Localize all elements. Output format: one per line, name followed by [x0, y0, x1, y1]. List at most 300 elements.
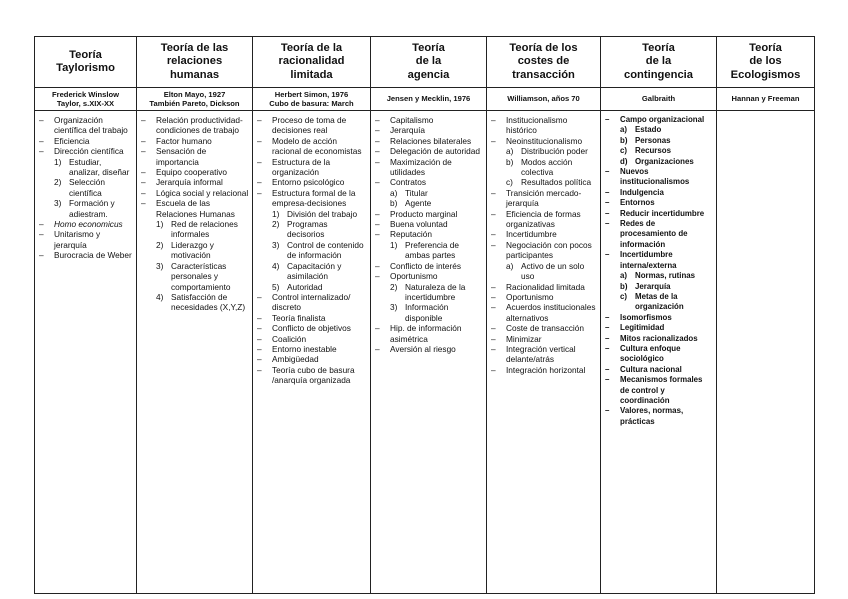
list-marker: 2)	[54, 177, 62, 188]
list-marker: –	[257, 364, 262, 375]
item-text: Autoridad	[287, 281, 323, 292]
item-text: Entornos	[620, 198, 655, 208]
sub-list-item	[35, 177, 136, 198]
item-text: Maximización de utilidades	[390, 156, 452, 178]
list-item	[137, 198, 252, 219]
item-text: Mecanismos formales de control y coordinación	[620, 375, 703, 405]
list-marker: –	[491, 115, 496, 125]
list-marker: 1)	[54, 156, 62, 167]
header-row	[35, 37, 815, 88]
author-text: Galbraith	[641, 94, 676, 104]
item-text: Relación productividad-condiciones de trabajo	[156, 115, 243, 136]
author-row	[35, 88, 815, 111]
list-item	[253, 177, 370, 187]
item-text: Conflicto de interés	[390, 260, 462, 271]
item-text: Resultados política	[521, 177, 592, 188]
sub-list-item	[253, 209, 370, 219]
column-items	[601, 111, 717, 594]
item-text: Formación y adiestram.	[69, 198, 115, 219]
content-row	[35, 111, 815, 594]
column-author	[601, 88, 717, 111]
list-marker: –	[257, 156, 262, 167]
column-title	[35, 37, 137, 88]
list-item	[601, 375, 716, 406]
author-text: Herbert Simon, 1976 Cubo de basura: March	[269, 89, 354, 108]
item-text: Buena voluntad	[390, 219, 448, 230]
item-text: Capitalismo	[390, 115, 434, 125]
list-item	[371, 209, 486, 219]
item-text: Conflicto de objetivos	[272, 323, 351, 334]
item-text: Homo economicus	[54, 219, 123, 230]
list-marker: –	[605, 364, 610, 374]
sub-list-item	[601, 271, 716, 281]
sub-list-item	[137, 292, 252, 313]
sub-list-item	[601, 136, 716, 146]
list-item	[253, 115, 370, 136]
item-text: Legitimidad	[620, 323, 665, 333]
sub-list-item	[487, 261, 600, 282]
author-text: Jensen y Mecklin, 1976	[386, 94, 471, 104]
list-marker: –	[141, 135, 146, 146]
item-text: División del trabajo	[287, 208, 358, 219]
item-text: Normas, rutinas	[635, 271, 696, 281]
item-text: Selección científica	[69, 177, 105, 198]
list-marker: c)	[620, 291, 628, 301]
list-marker: –	[257, 354, 262, 365]
list-item	[371, 136, 486, 146]
item-text: Reputación	[390, 229, 432, 240]
item-text: Producto marginal	[390, 208, 458, 219]
item-text: Titular	[405, 187, 428, 198]
item-text: Equipo cooperativo	[156, 167, 228, 178]
list-item	[137, 115, 252, 136]
list-item	[371, 177, 486, 187]
list-marker: –	[39, 115, 44, 125]
list-item	[487, 240, 600, 261]
list-marker: 5)	[272, 281, 280, 292]
column-items	[253, 111, 371, 594]
list-marker: –	[375, 135, 380, 146]
list-item	[253, 188, 370, 209]
sub-list-item	[253, 219, 370, 240]
column-author	[253, 88, 371, 111]
item-text: Metas de la organización	[635, 291, 684, 312]
list-marker: –	[605, 219, 610, 229]
list-item	[137, 167, 252, 177]
list-item	[601, 365, 716, 375]
item-text: Unitarismo y jerarquía	[54, 229, 101, 250]
list-marker: –	[605, 406, 610, 416]
list-marker: c)	[506, 177, 513, 188]
list-marker: 3)	[156, 260, 164, 271]
list-item	[601, 167, 716, 188]
sub-list-item	[601, 146, 716, 156]
list-marker: –	[39, 135, 44, 146]
title-text: Teoría de la agencia	[407, 41, 450, 81]
item-text: Preferencia de ambas partes	[405, 239, 459, 261]
list-marker: –	[39, 229, 44, 240]
list-marker: –	[605, 187, 610, 197]
list-marker: –	[141, 146, 146, 157]
list-item	[253, 313, 370, 323]
list-marker: –	[375, 271, 380, 282]
column-author	[717, 88, 815, 111]
list-item	[601, 334, 716, 344]
item-text: Acuerdos institucionales alternativos	[506, 302, 596, 323]
item-text: Incertidumbre interna/externa	[620, 250, 677, 270]
list-item	[371, 344, 486, 354]
list-marker: a)	[620, 271, 628, 281]
item-text: Mitos racionalizados	[620, 333, 698, 343]
item-text: Institucionalismo histórico	[506, 115, 568, 136]
title-text: Teoría de la racionalidad limitada	[278, 41, 345, 81]
list-marker: –	[39, 250, 44, 261]
sub-list-item	[487, 177, 600, 187]
list-marker: –	[375, 177, 380, 188]
list-marker: –	[491, 343, 496, 354]
list-marker: –	[605, 208, 610, 218]
list-marker: –	[491, 208, 496, 219]
list-item	[253, 323, 370, 333]
item-text: Ambigüedad	[272, 354, 319, 365]
list-marker: –	[605, 333, 610, 343]
item-text: Activo de un solo uso	[521, 260, 585, 282]
list-item	[137, 177, 252, 187]
item-text: Red de relaciones informales	[171, 219, 238, 240]
title-text: Teoría de los Ecologismos	[730, 41, 801, 81]
list-item	[487, 365, 600, 375]
list-marker: –	[375, 156, 380, 167]
item-text: Coste de transacción	[506, 323, 584, 334]
list-item	[35, 146, 136, 156]
list-marker: –	[257, 291, 262, 302]
item-text: Jerarquía informal	[156, 177, 223, 188]
list-marker: 1)	[390, 239, 398, 250]
list-marker: –	[257, 135, 262, 146]
column-title	[601, 37, 717, 88]
item-text: Capacitación y asimilación	[287, 260, 342, 282]
list-marker: –	[605, 343, 610, 353]
item-text: Control de contenido de información	[287, 239, 364, 261]
list-marker: –	[491, 229, 496, 240]
item-text: Delegación de autoridad	[390, 146, 480, 157]
item-text: Agente	[405, 198, 432, 209]
item-text: Redes de procesamiento de información	[620, 219, 688, 249]
sub-list-item	[253, 240, 370, 261]
list-marker: b)	[620, 135, 628, 145]
list-marker: –	[605, 312, 610, 322]
item-text: Modelo de acción racional de economistas	[272, 135, 362, 157]
item-text: Cultura nacional	[620, 364, 682, 374]
list-item	[253, 354, 370, 364]
item-text: Distribución poder	[521, 146, 588, 157]
list-marker: 3)	[272, 239, 280, 250]
list-item	[601, 115, 716, 125]
item-text: Teoría finalista	[272, 312, 326, 323]
list-marker: –	[257, 187, 262, 198]
list-item	[601, 219, 716, 250]
sub-list-item	[35, 157, 136, 178]
item-text: Aversión al riesgo	[390, 343, 456, 354]
list-item	[487, 115, 600, 136]
item-text: Campo organizacional	[620, 115, 705, 124]
list-item	[253, 344, 370, 354]
item-text: Hip. de información asimétrica	[390, 323, 462, 344]
list-marker: –	[605, 198, 610, 208]
list-marker: –	[605, 250, 610, 260]
item-text: Estructura formal de la empresa-decisiones	[272, 187, 356, 209]
list-item	[601, 344, 716, 365]
sub-list-item	[601, 282, 716, 292]
list-item	[487, 344, 600, 365]
list-item	[487, 136, 600, 146]
column-title	[253, 37, 371, 88]
item-text: Entorno inestable	[272, 343, 337, 354]
sub-list-item	[137, 240, 252, 261]
sub-list-item	[137, 261, 252, 292]
list-item	[487, 188, 600, 209]
list-marker: –	[491, 239, 496, 250]
item-text: Relaciones bilaterales	[390, 135, 472, 146]
item-text: Liderazgo y motivación	[171, 239, 214, 261]
list-marker: –	[491, 187, 496, 198]
list-marker: a)	[506, 260, 514, 271]
item-text: Sensación de importancia	[156, 146, 207, 167]
item-text: Teoría cubo de basura /anarquía organizada	[272, 364, 355, 386]
list-marker: 2)	[156, 239, 164, 250]
list-item	[35, 219, 136, 229]
list-item	[487, 334, 600, 344]
item-text: Programas decisorios	[287, 219, 328, 240]
list-marker: b)	[390, 198, 398, 209]
title-text: Teoría de la contingencia	[624, 41, 693, 81]
list-item	[137, 146, 252, 167]
list-marker: –	[39, 146, 44, 157]
sub-list-item	[371, 198, 486, 208]
list-marker: –	[375, 219, 380, 230]
list-item	[601, 250, 716, 271]
item-text: Características personales y comportamiento	[171, 260, 231, 292]
sub-list-item	[371, 302, 486, 323]
list-marker: –	[375, 343, 380, 354]
sub-list-item	[35, 198, 136, 219]
title-text: Teoría de los costes de transacción	[509, 41, 578, 81]
list-marker: a)	[390, 187, 398, 198]
list-item	[487, 229, 600, 239]
list-item	[137, 136, 252, 146]
sub-list-item	[371, 188, 486, 198]
theories-table	[34, 36, 815, 594]
list-marker: –	[141, 187, 146, 198]
list-marker: –	[257, 115, 262, 125]
item-text: Personas	[635, 135, 671, 145]
item-text: Cultura enfoque sociológico	[620, 343, 681, 364]
list-marker: –	[375, 208, 380, 219]
list-marker: –	[141, 115, 146, 125]
list-marker: –	[491, 333, 496, 344]
list-item	[601, 188, 716, 198]
list-marker: –	[257, 312, 262, 323]
list-item	[253, 136, 370, 157]
item-text: Coalición	[272, 333, 307, 344]
sub-list-item	[601, 292, 716, 313]
item-text: Oportunismo	[390, 271, 438, 282]
list-item	[35, 136, 136, 146]
column-author	[137, 88, 253, 111]
author-text: Hannan y Freeman	[731, 94, 800, 104]
column-title	[487, 37, 601, 88]
list-item	[35, 250, 136, 260]
list-marker: c)	[620, 146, 628, 156]
item-text: Entorno psicológico	[272, 177, 345, 188]
list-item	[601, 198, 716, 208]
column-title	[717, 37, 815, 88]
item-text: Transición mercado-jerarquía	[506, 187, 582, 209]
sub-list-item	[601, 157, 716, 167]
item-text: Isomorfismos	[620, 312, 672, 322]
item-text: Modos acción colectiva	[521, 156, 573, 178]
item-text: Estudiar, analizar, diseñar	[69, 156, 130, 178]
list-item	[371, 323, 486, 344]
item-text: Estado	[635, 125, 662, 135]
list-item	[253, 365, 370, 386]
list-marker: b)	[620, 281, 628, 291]
list-item	[371, 146, 486, 156]
item-text: Incertidumbre	[506, 229, 557, 240]
item-text: Eficiencia	[54, 135, 90, 146]
sub-list-item	[371, 282, 486, 303]
item-text: Reducir incertidumbre	[620, 208, 705, 218]
list-marker: 3)	[390, 302, 398, 313]
list-marker: –	[491, 135, 496, 146]
list-item	[371, 261, 486, 271]
item-text: Control internalizado/ discreto	[272, 291, 351, 313]
item-text: Organizaciones	[635, 156, 694, 166]
column-title	[371, 37, 487, 88]
list-item	[371, 229, 486, 239]
list-marker: 4)	[156, 291, 164, 302]
list-item	[601, 406, 716, 427]
item-text: Minimizar	[506, 333, 542, 344]
list-marker: –	[491, 302, 496, 313]
list-marker: –	[257, 177, 262, 188]
list-marker: –	[375, 323, 380, 334]
column-author	[371, 88, 487, 111]
item-text: Integración horizontal	[506, 364, 586, 375]
list-item	[371, 157, 486, 178]
item-text: Jerarquía	[390, 125, 426, 136]
sub-list-item	[137, 219, 252, 240]
item-text: Escuela de las Relaciones Humanas	[156, 198, 235, 219]
item-text: Naturaleza de la incertidumbre	[405, 281, 466, 302]
list-item	[487, 323, 600, 333]
column-author	[487, 88, 601, 111]
list-marker: b)	[506, 156, 514, 167]
sub-list-item	[601, 125, 716, 135]
list-item	[601, 323, 716, 333]
list-item	[487, 302, 600, 323]
list-marker: –	[491, 291, 496, 302]
list-item	[137, 188, 252, 198]
item-text: Factor humano	[156, 135, 212, 146]
item-text: Organización científica del trabajo	[54, 115, 128, 136]
list-marker: –	[141, 198, 146, 209]
list-marker: d)	[620, 156, 628, 166]
item-text: Oportunismo	[506, 291, 554, 302]
author-text: Frederick Winslow Taylor, s.XIX-XX	[51, 89, 120, 108]
list-item	[487, 209, 600, 230]
list-item	[371, 125, 486, 135]
column-items	[371, 111, 487, 594]
list-item	[253, 157, 370, 178]
list-item	[253, 292, 370, 313]
list-item	[601, 209, 716, 219]
column-items	[487, 111, 601, 594]
list-marker: 1)	[272, 208, 280, 219]
item-text: Jerarquía	[635, 281, 671, 291]
list-marker: –	[491, 364, 496, 375]
item-text: Información disponible	[405, 302, 449, 323]
item-text: Lógica social y relacional	[156, 187, 249, 198]
sub-list-item	[487, 157, 600, 178]
column-items	[717, 111, 815, 594]
sub-list-item	[253, 261, 370, 282]
list-marker: –	[141, 167, 146, 178]
list-marker: –	[257, 343, 262, 354]
list-marker: 4)	[272, 260, 280, 271]
list-marker: 3)	[54, 198, 62, 209]
list-marker: –	[491, 323, 496, 334]
list-marker: 2)	[390, 281, 398, 292]
list-marker: –	[375, 229, 380, 240]
list-marker: a)	[620, 125, 628, 135]
list-marker: –	[605, 375, 610, 385]
list-marker: –	[39, 219, 44, 230]
author-text: Elton Mayo, 1927 También Pareto, Dickson	[149, 89, 240, 108]
list-item	[601, 313, 716, 323]
list-marker: –	[375, 125, 380, 136]
list-item	[371, 219, 486, 229]
list-marker: –	[375, 146, 380, 157]
list-marker: –	[257, 333, 262, 344]
list-marker: –	[605, 323, 610, 333]
list-item	[487, 282, 600, 292]
item-text: Dirección científica	[54, 146, 124, 157]
item-text: Nuevos institucionalismos	[620, 167, 690, 187]
list-marker: –	[491, 281, 496, 292]
list-marker: –	[375, 260, 380, 271]
title-text: Teoría Taylorismo	[56, 48, 115, 74]
list-marker: –	[605, 115, 610, 124]
list-marker: –	[605, 167, 610, 177]
list-item	[35, 115, 136, 136]
list-item	[253, 334, 370, 344]
item-text: Valores, normas, prácticas	[620, 406, 684, 426]
column-items	[137, 111, 253, 594]
list-item	[487, 292, 600, 302]
list-item	[35, 229, 136, 250]
list-marker: 1)	[156, 219, 164, 230]
list-marker: –	[375, 115, 380, 125]
sub-list-item	[487, 146, 600, 156]
item-text: Burocracia de Weber	[54, 250, 132, 261]
item-text: Eficiencia de formas organizativas	[506, 208, 581, 230]
item-text: Estructura de la organización	[272, 156, 331, 178]
item-text: Negociación con pocos participantes	[506, 239, 592, 261]
list-marker: –	[141, 177, 146, 188]
list-item	[371, 271, 486, 281]
item-text: Proceso de toma de decisiones real	[272, 115, 347, 136]
